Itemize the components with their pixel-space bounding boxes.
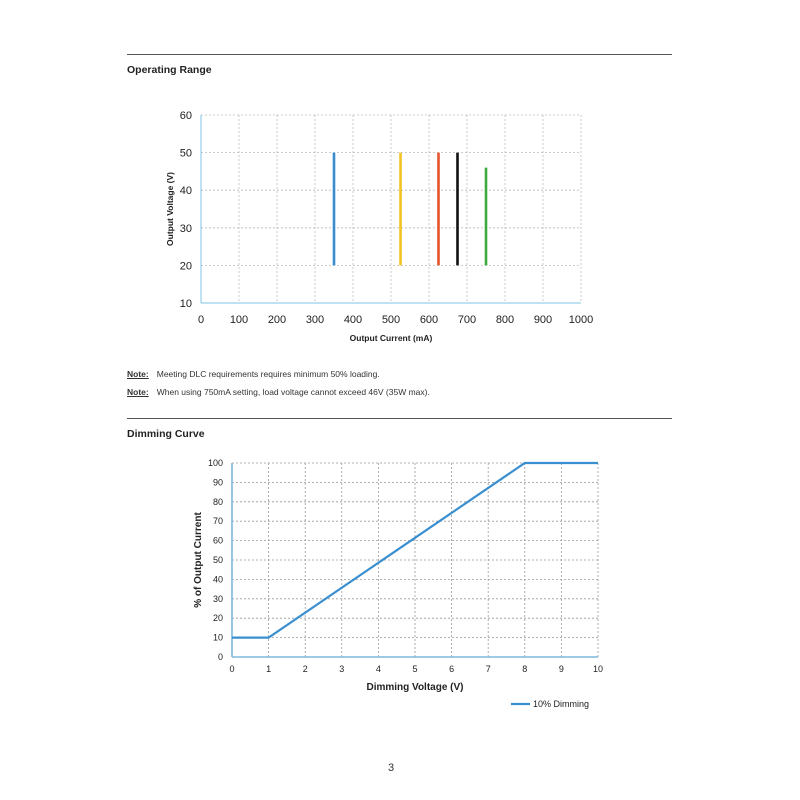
x-tick-label: 700 [457,314,477,326]
y-tick-label: 40 [212,574,223,585]
y-tick-label: 50 [212,555,223,565]
x-tick-label: 3 [339,664,345,674]
x-tick-label: 4 [375,664,381,674]
middle-rule [127,418,672,419]
y-axis-title: Output Voltage (V) [165,172,175,246]
x-tick-label: 100 [229,314,249,326]
operating-range-chart [150,100,610,350]
x-tick-label: 0 [197,314,205,326]
y-tick-label: 10 [179,298,192,310]
note-2 [127,387,430,397]
x-tick-label: 2 [302,664,308,674]
x-tick-label: 300 [305,314,325,326]
note-2-text: When using 750mA setting, load voltage cannot exceed 46V (35W max). [156,387,430,397]
x-tick-label: 8 [522,664,528,674]
legend-label: 10% Dimming [533,699,590,709]
x-tick-label: 500 [381,314,401,326]
x-tick-label: 5 [412,664,418,674]
section-title-operating-range: Operating Range [127,64,212,76]
y-tick-label: 0 [217,652,223,662]
x-tick-label: 6 [449,664,455,674]
y-tick-label: 40 [179,185,192,198]
y-tick-label: 70 [212,516,223,527]
y-tick-label: 80 [212,496,223,507]
y-tick-label: 20 [179,260,192,273]
x-tick-label: 1 [266,664,272,674]
note-2-label: Note: [127,387,149,397]
y-tick-label: 10 [212,632,223,643]
x-tick-label: 900 [533,314,553,326]
section-title-dimming-curve: Dimming Curve [127,428,205,440]
x-tick-label: 600 [419,314,439,326]
y-tick-label: 100 [207,458,223,468]
y-tick-label: 50 [179,147,192,160]
x-axis-title: Dimming Voltage (V) [366,682,464,693]
x-tick-label: 9 [558,664,564,674]
y-tick-label: 30 [179,222,192,235]
y-axis-title: % of Output Current [193,512,204,608]
note-1 [127,369,380,379]
note-1-text: Meeting DLC requirements requires minimum 50% loading. [156,369,380,379]
x-tick-label: 200 [267,314,287,326]
y-tick-label: 90 [212,477,223,488]
note-1-label: Note: [127,369,149,379]
y-tick-label: 20 [212,613,223,624]
x-tick-label: 10 [592,664,604,674]
x-tick-label: 400 [343,314,363,326]
x-tick-label: 0 [229,664,235,674]
page-number: 3 [387,762,395,774]
y-tick-label: 60 [212,535,223,546]
x-tick-label: 800 [495,314,515,326]
dimming-curve-chart [180,450,620,720]
y-tick-label: 30 [212,593,223,604]
x-tick-label: 1000 [568,314,594,326]
x-tick-label: 7 [485,664,491,674]
y-tick-label: 60 [179,110,192,122]
x-axis-title: Output Current (mA) [349,333,433,343]
top-rule [127,54,672,55]
